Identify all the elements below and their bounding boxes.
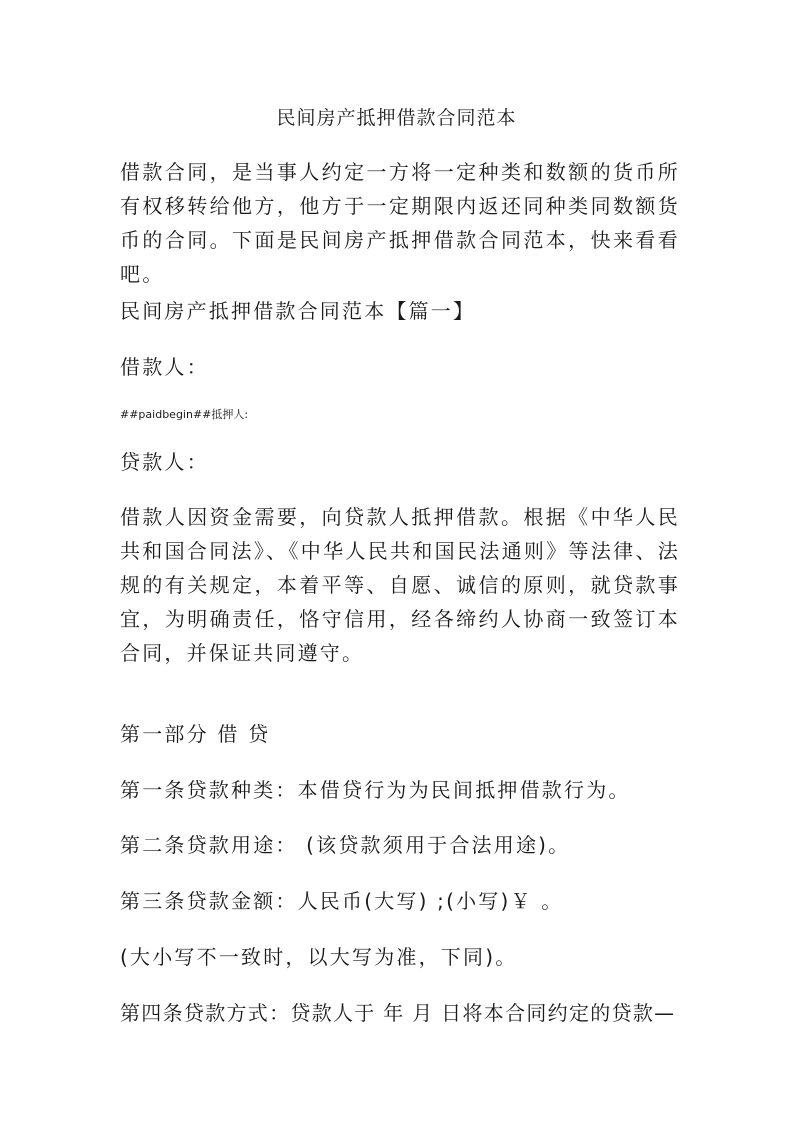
article-4: 第四条贷款方式：贷款人于 年 月 日将本合同约定的贷款— xyxy=(120,1001,676,1025)
intro-paragraph: 借款合同，是当事人约定一方将一定种类和数额的货币所有权移转给他方，他方于一定期限内返还同种类同数额货币的合同。下面是民间房产抵押借款合同范本，快来看看吧。 xyxy=(120,160,680,286)
preamble-paragraph: 借款人因资金需要，向贷款人抵押借款。根据《中华人民共和国合同法》、《中华人民共和国民法通则》等法律、法规的有关规定，本着平等、自愿、诚信的原则，就贷款事宜，为明确责任，恪守信用，经各缔约人协商一致签订本合同，并保证共同遵守。 xyxy=(120,505,680,665)
article-3: 第三条贷款金额：人民币(大写) ;(小写)￥ 。 xyxy=(120,889,564,913)
section-heading: 民间房产抵押借款合同范本【篇一】 xyxy=(120,299,476,323)
lender-line: 贷款人： xyxy=(120,450,209,474)
mortgagor-line: ##paidbegin##抵押人: xyxy=(120,408,249,421)
article-2: 第二条贷款用途： (该贷款须用于合法用途)。 xyxy=(120,833,571,857)
document-title: 民间房产抵押借款合同范本 xyxy=(276,107,517,129)
amount-note: (大小写不一致时，以大写为准，下同)。 xyxy=(120,945,518,969)
article-1: 第一条贷款种类：本借贷行为为民间抵押借款行为。 xyxy=(120,778,631,802)
part-one-heading: 第一部分 借 贷 xyxy=(120,722,271,746)
borrower-line: 借款人： xyxy=(120,355,209,379)
